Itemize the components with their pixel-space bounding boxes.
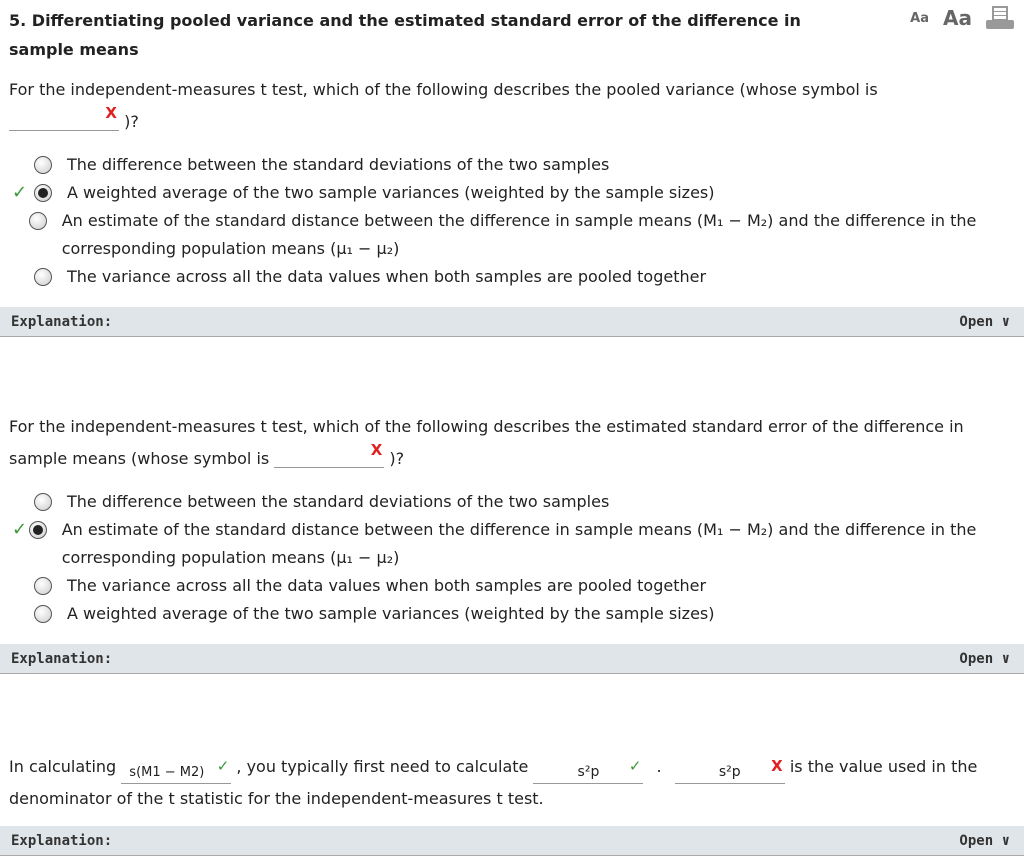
- print-icon[interactable]: [986, 6, 1014, 30]
- option-label: A weighted average of the two sample variances (weighted by the sample sizes): [67, 183, 715, 202]
- q1-options: [12, 151, 1017, 291]
- radio-button[interactable]: [29, 212, 47, 230]
- option-label: The difference between the standard deviations of the two samples: [67, 492, 610, 511]
- radio-button[interactable]: [34, 605, 52, 623]
- radio-button[interactable]: [34, 156, 52, 174]
- option-label: A weighted average of the two sample variances (weighted by the sample sizes): [67, 604, 715, 623]
- blank-first-calc[interactable]: s²p ✓: [533, 762, 643, 784]
- explanation-bar-1: Explanation: Open ∨: [0, 307, 1024, 337]
- correct-icon: ✓: [216, 757, 230, 775]
- q2-options: [12, 488, 1017, 628]
- answer-option[interactable]: [12, 488, 1017, 516]
- toolbar: [910, 6, 1014, 30]
- option-label: The variance across all the data values when both samples are pooled together: [67, 576, 707, 595]
- question-1: For the independent-measures t test, which of the following describes the pooled variance (whose symbol is X )?: [9, 80, 878, 131]
- correct-icon: ✓: [628, 757, 642, 775]
- explanation-bar-3: Explanation: Open ∨: [0, 826, 1024, 856]
- symbol-blank-2[interactable]: [274, 441, 384, 468]
- answer-option[interactable]: [12, 179, 1017, 207]
- answer-option[interactable]: [12, 151, 1017, 179]
- font-large-button[interactable]: Aa: [943, 6, 972, 30]
- correct-icon: ✓: [12, 519, 28, 540]
- open-explanation-button[interactable]: Open ∨: [959, 832, 1010, 849]
- correct-icon: ✓: [12, 182, 28, 203]
- symbol-blank-1[interactable]: [9, 104, 119, 131]
- radio-button[interactable]: [29, 521, 47, 539]
- explanation-bar-2: Explanation: Open ∨: [0, 644, 1024, 674]
- option-label: The variance across all the data values when both samples are pooled together: [67, 267, 707, 286]
- radio-button[interactable]: [34, 184, 52, 202]
- answer-option[interactable]: [12, 572, 1017, 600]
- incorrect-icon: X: [105, 104, 117, 122]
- option-label: An estimate of the standard distance between the difference in sample means (M₁ − M₂) and the difference in the corresponding population means (μ₁ − μ₂): [61, 520, 977, 567]
- incorrect-icon: X: [370, 441, 383, 459]
- radio-button[interactable]: [34, 268, 52, 286]
- answer-option[interactable]: [12, 516, 1017, 572]
- open-explanation-button[interactable]: Open ∨: [959, 650, 1010, 667]
- question-3: In calculating s(M1 − M2) ✓ , you typically first need to calculate s²p ✓ . s²p X is the value used in the denominator of the t statistic for the independent-measures t test.: [9, 757, 978, 808]
- incorrect-icon: X: [771, 757, 783, 775]
- option-label: An estimate of the standard distance between the difference in sample means (M₁ − M₂) and the difference in the corresponding population means (μ₁ − μ₂): [61, 211, 977, 258]
- answer-option[interactable]: [12, 207, 1017, 263]
- font-small-button[interactable]: Aa: [910, 10, 930, 26]
- radio-button[interactable]: [34, 493, 52, 511]
- question-title: 5. Differentiating pooled variance and the estimated standard error of the difference in sample means: [9, 11, 801, 59]
- option-label: The difference between the standard deviations of the two samples: [67, 155, 610, 174]
- blank-denominator[interactable]: s²p X: [675, 762, 785, 784]
- open-explanation-button[interactable]: Open ∨: [959, 313, 1010, 330]
- blank-standard-error[interactable]: s(M1 − M2) ✓: [121, 762, 231, 784]
- answer-option[interactable]: [12, 600, 1017, 628]
- question-2: For the independent-measures t test, which of the following describes the estimated standard error of the difference in sample means (whose symbol is X )?: [9, 417, 964, 468]
- radio-button[interactable]: [34, 577, 52, 595]
- answer-option[interactable]: [12, 263, 1017, 291]
